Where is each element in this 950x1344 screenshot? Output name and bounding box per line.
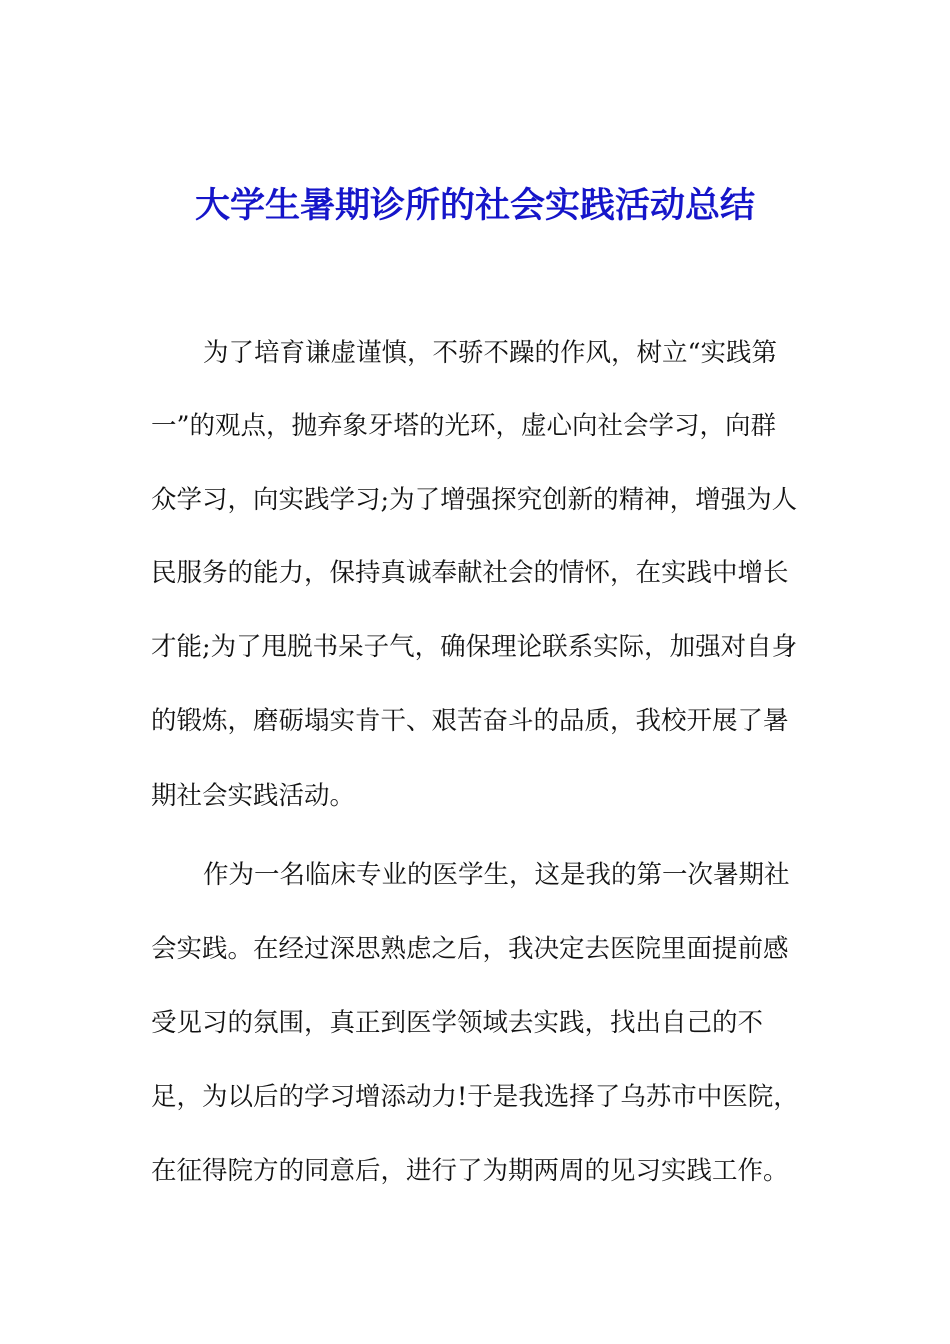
document-title: 大学生暑期诊所的社会实践活动总结 [194, 186, 755, 226]
paragraph-line: 足，为以后的学习增添动力!于是我选择了乌苏市中医院， [151, 1082, 799, 1112]
paragraph-line: 才能;为了甩脱书呆子气，确保理论联系实际，加强对自身 [151, 632, 798, 662]
paragraph-line: 的锻炼，磨砺塌实肯干、艰苦奋斗的品质，我校开展了暑 [151, 706, 789, 736]
paragraph-line: 受见习的氛围，真正到医学领域去实践，找出自己的不 [151, 1008, 764, 1038]
paragraph-line: 民服务的能力，保持真诚奉献社会的情怀，在实践中增长 [151, 558, 789, 588]
paragraph-line: 会实践。在经过深思熟虑之后，我决定去医院里面提前感 [151, 934, 789, 964]
paragraph-line: 期社会实践活动。 [151, 781, 356, 811]
paragraph-line: 为了培育谦虚谨慎，不骄不躁的作风，树立“实践第 [203, 338, 778, 368]
paragraph-line: 众学习，向实践学习;为了增强探究创新的精神，增强为人 [151, 485, 798, 515]
paragraph-line: 作为一名临床专业的医学生，这是我的第一次暑期社 [203, 860, 790, 890]
paragraph-line: 在征得院方的同意后，进行了为期两周的见习实践工作。 [151, 1156, 789, 1186]
paragraph-line: 一”的观点，抛弃象牙塔的光环，虚心向社会学习，向群 [151, 411, 777, 441]
